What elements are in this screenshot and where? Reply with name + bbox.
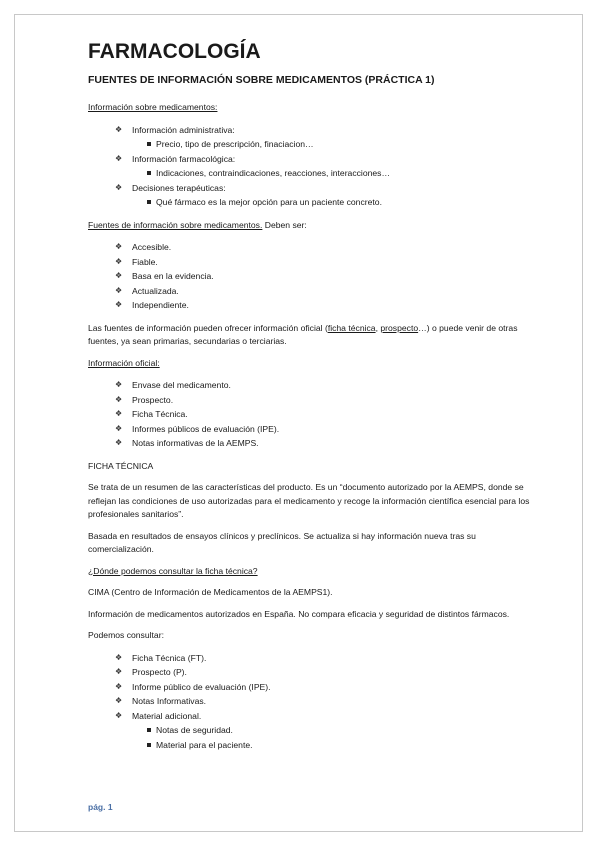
list-item: ❖ Notas Informativas. [88,694,538,709]
ficha-tecnica-link[interactable]: ficha técnica [327,322,376,333]
section-heading-official [88,357,538,371]
page-number: pág. 1 [88,802,113,812]
paragraph-consult: Podemos consultar: [88,630,164,640]
paragraph-ficha-definition: Se trata de un resumen de las características del producto. Es un “documento autorizado por la AEMPS, donde se reflejan las condiciones de uso autorizadas para el medicamento y recoge la información científica esencial para los profesionales sanitarios”. [88,482,530,519]
list-item: ❖ Fiable. [88,255,538,270]
sub-list-item: Notas de seguridad. [132,723,538,738]
section-heading-sources [88,219,538,233]
list-item-text: Información farmacológica: [132,153,236,164]
official-list [88,378,538,451]
list-item: ❖ Actualizada. [88,284,538,299]
sub-list [132,723,538,752]
heading-tail: Deben ser: [262,219,307,230]
heading-text: Información oficial: [88,357,160,368]
heading-text: Fuentes de información sobre medicamentos. [88,219,263,230]
section-heading-info [88,101,538,115]
document-title: FARMACOLOGÍA [88,40,261,63]
list-item: ❖ Accesible. [88,240,538,255]
info-list [88,123,538,210]
list-item: ❖ Envase del medicamento. [88,378,538,393]
heading-text: ¿Dónde podemos consultar la ficha técnica? [88,565,258,576]
sub-list-item: Indicaciones, contraindicaciones, reacciones, interacciones… [132,166,538,181]
question-heading [88,565,538,579]
sources-list [88,240,538,313]
list-item: ❖ Ficha Técnica (FT). [88,651,538,666]
list-item [88,152,538,181]
paragraph-cima-info: Información de medicamentos autorizados en España. No compara eficacia y seguridad de distintos fármacos. [88,608,510,619]
sub-list [132,137,538,152]
heading-text: Información sobre medicamentos: [88,102,218,112]
list-item: ❖ Prospecto (P). [88,665,538,680]
prospecto-link[interactable]: prospecto [380,322,419,333]
list-item: ❖ Informe público de evaluación (IPE). [88,680,538,695]
text-run: …) o puede venir de otras fuentes, ya sean primarias, secundarias o terciarias. [88,322,518,346]
sub-list-item: Material para el paciente. [132,738,538,753]
section-heading-ficha: FICHA TÉCNICA [88,460,154,471]
consult-list [88,651,538,753]
list-item: ❖ Notas informativas de la AEMPS. [88,436,538,451]
list-item: ❖ Prospecto. [88,393,538,408]
list-item: ❖ Basa en la evidencia. [88,269,538,284]
document-subtitle: FUENTES DE INFORMACIÓN SOBRE MEDICAMENTOS (PRÁCTICA 1) [88,74,435,86]
document-page [14,14,583,832]
list-item-text: Material adicional. [132,710,202,721]
paragraph-ficha-basis: Basada en resultados de ensayos clínicos y preclínicos. Se actualiza si hay información nueva tras su comercialización. [88,530,476,554]
page-content [88,39,538,761]
sub-list-item: Precio, tipo de prescripción, finaciacion… [132,137,538,152]
list-item [88,181,538,210]
sub-list-item: Qué fármaco es la mejor opción para un paciente concreto. [132,195,538,210]
list-item [88,123,538,152]
text-run: Las fuentes de información pueden ofrecer información oficial ( [88,322,328,333]
list-item: ❖ Informes públicos de evaluación (IPE). [88,422,538,437]
text-run: , [375,322,381,333]
sub-list [132,195,538,210]
list-item: ❖ Ficha Técnica. [88,407,538,422]
list-item: ❖ Independiente. [88,298,538,313]
paragraph-cima: CIMA (Centro de Información de Medicamentos de la AEMPS1). [88,587,333,597]
list-item [88,709,538,753]
paragraph-sources [88,322,538,349]
list-item-text: Información administrativa: [132,124,235,135]
sub-list [132,166,538,181]
list-item-text: Decisiones terapéuticas: [132,182,226,193]
